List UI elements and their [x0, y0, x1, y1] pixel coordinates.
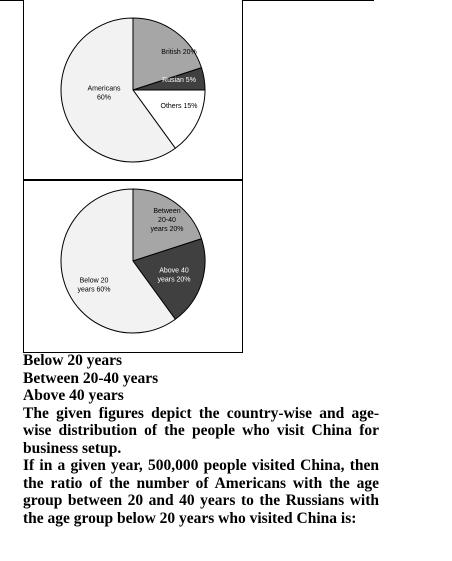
- question-intro: The given figures depict the country-wise and age-wise distribution of the people who visit China for business setup.: [23, 404, 379, 457]
- slice-label-others: Others 15%: [160, 103, 198, 110]
- slice-label-below-20-years: Below 20 years 60%: [77, 277, 111, 294]
- slice-label-between-20-40-years: Between 20-40 years 20%: [150, 208, 184, 233]
- question-text: [23, 352, 379, 527]
- country-pie-chart: [24, 0, 244, 180]
- country-pie-panel: [23, 0, 243, 180]
- age-pie-chart: [24, 181, 244, 354]
- option-1: Below 20 years: [23, 352, 123, 369]
- slice-label-above-40-years: Above 40 years 20%: [157, 267, 191, 284]
- age-pie-panel: [23, 180, 243, 353]
- option-2: Between 20-40 years: [23, 369, 159, 387]
- slice-label-rusian: Rusian 5%: [162, 77, 196, 84]
- option-3: Above 40 years: [23, 387, 124, 404]
- slice-label-british: British 20%: [161, 49, 197, 56]
- question-body: If in a given year, 500,000 people visited China, then the ratio of the number of Americans with the age group between 20 and 40 years to the Russians with the age group below 20 years who visited China is:: [23, 457, 379, 527]
- slice-label-americans: Americans 60%: [87, 85, 121, 102]
